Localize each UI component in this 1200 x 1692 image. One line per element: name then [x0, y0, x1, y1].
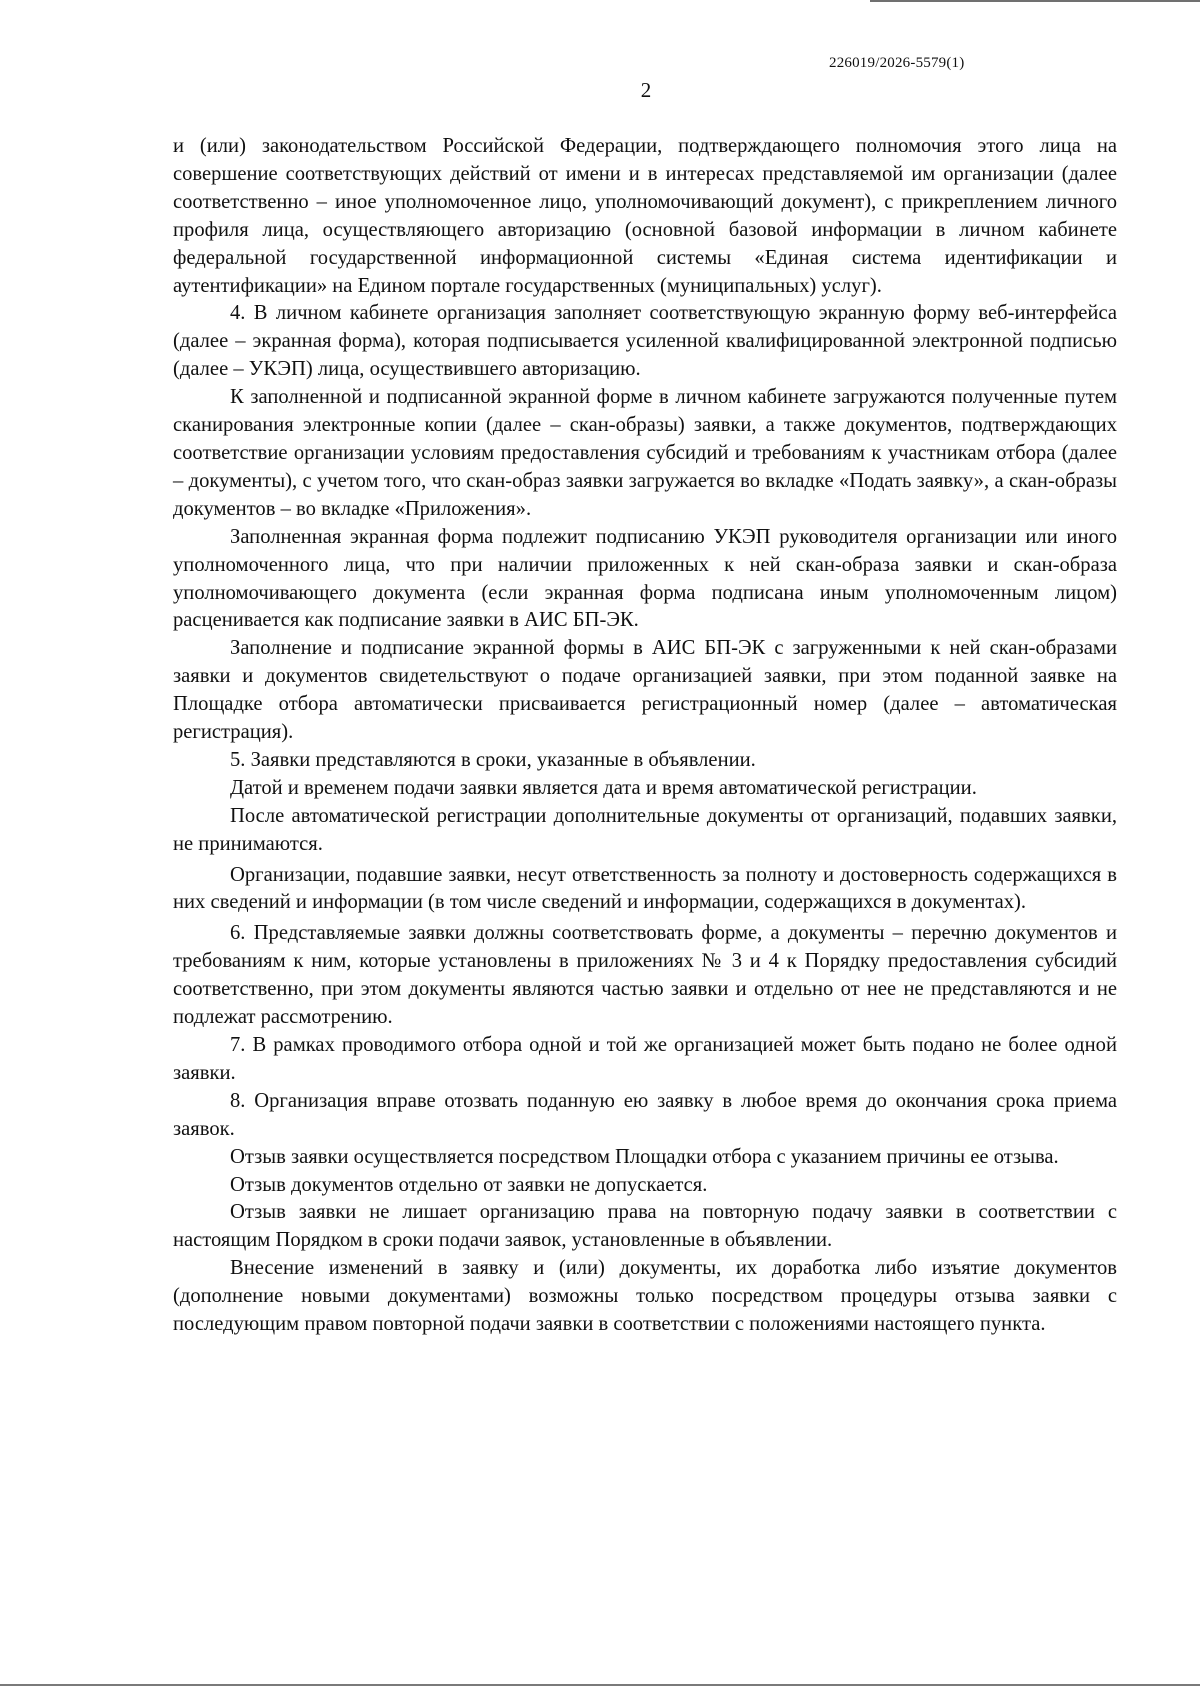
paragraph-item-6: 6. Представляемые заявки должны соответствовать форме, а документы – перечню документов и требованиям к ним, которые установлены в приложениях № 3 и 4 к Порядку предоставления субсидий соответственно, при этом документы являются частью заявки и отдельно от нее не представляются и не подлежат рассмотрению. — [173, 922, 1117, 1029]
document-body — [173, 133, 1117, 1339]
paragraph-changes: Внесение изменений в заявку и (или) документы, их доработка либо изъятие документов (дополнение новыми документами) возможны только посредством процедуры отзыва заявки с последующим правом повторной подачи заявки в соответствии с положениями настоящего пункта. — [173, 1257, 1117, 1336]
page-number: 2 — [640, 78, 652, 102]
scan-edge-bottom — [0, 1684, 1200, 1686]
paragraph-resubmission: Отзыв заявки не лишает организацию права на повторную подачу заявки в соответствии с настоящим Порядком в сроки подачи заявок, установленные в объявлении. — [173, 1201, 1117, 1252]
scan-edge-top — [870, 0, 1200, 2]
paragraph-submission-date: Датой и временем подачи заявки является дата и время автоматической регистрации. — [230, 776, 977, 799]
paragraph-item-5: 5. Заявки представляются в сроки, указанные в объявлении. — [230, 748, 756, 771]
paragraph-responsibility: Организации, подавшие заявки, несут ответственность за полноту и достоверность содержащихся в них сведений и информации (в том числе сведений и информации, содержащихся в документах). — [173, 863, 1117, 914]
paragraph-withdrawal: Отзыв заявки осуществляется посредством Площадки отбора с указанием причины ее отзыва. — [230, 1145, 1059, 1168]
paragraph-signing: Заполненная экранная форма подлежит подписанию УКЭП руководителя организации или иного уполномоченного лица, что при наличии приложенных к ней скан-образа заявки и скан-образа уполномочивающего документа (если экранная форма подписана иным уполномоченным лицом) расценивается как подписание заявки в АИС БП-ЭК. — [173, 525, 1117, 632]
paragraph-continuation: и (или) законодательством Российской Федерации, подтверждающего полномочия этого лица на совершение соответствующих действий от имени и в интересах представляемой им организации (далее соответственно – иное уполномоченное лицо, уполномочивающий документ), с прикреплением личного профиля лица, осуществляющего авторизацию (основной базовой информации в личном кабинете федеральной государственной информационной системы «Единая система идентификации и аутентификации» на Едином портале государственных (муниципальных) услуг). — [173, 135, 1117, 297]
paragraph-documents-withdrawal: Отзыв документов отдельно от заявки не допускается. — [230, 1173, 708, 1196]
paragraph-item-7: 7. В рамках проводимого отбора одной и той же организацией может быть подано не более одной заявки. — [173, 1034, 1117, 1084]
paragraph-item-4: 4. В личном кабинете организация заполняет соответствующую экранную форму веб-интерфейса (далее – экранная форма), которая подписывается усиленной квалифицированной электронной подписью (далее – УКЭП) лица, осуществившего авторизацию. — [173, 302, 1117, 381]
paragraph-no-additional-docs: После автоматической регистрации дополнительные документы от организаций, подавших заявки, не принимаются. — [173, 804, 1117, 855]
paragraph-scan-upload: К заполненной и подписанной экранной форме в личном кабинете загружаются полученные путем сканирования электронные копии (далее – скан-образы) заявки, а также документов, подтверждающих соответствие организации условиям предоставления субсидий и требованиям к участникам отбора (далее – документы), с учетом того, что скан-образ заявки загружается во вкладке «Подать заявку», а скан-образы документов – во вкладке «Приложения». — [173, 386, 1117, 520]
paragraph-registration: Заполнение и подписание экранной формы в АИС БП-ЭК с загруженными к ней скан-образами заявки и документов свидетельствуют о подаче организацией заявки, при этом поданной заявке на Площадке отбора автоматически присваивается регистрационный номер (далее – автоматическая регистрация). — [173, 637, 1117, 744]
document-registration-number: 226019/2026-5579(1) — [829, 55, 965, 71]
paragraph-item-8: 8. Организация вправе отозвать поданную ею заявку в любое время до окончания срока приема заявок. — [173, 1089, 1117, 1140]
